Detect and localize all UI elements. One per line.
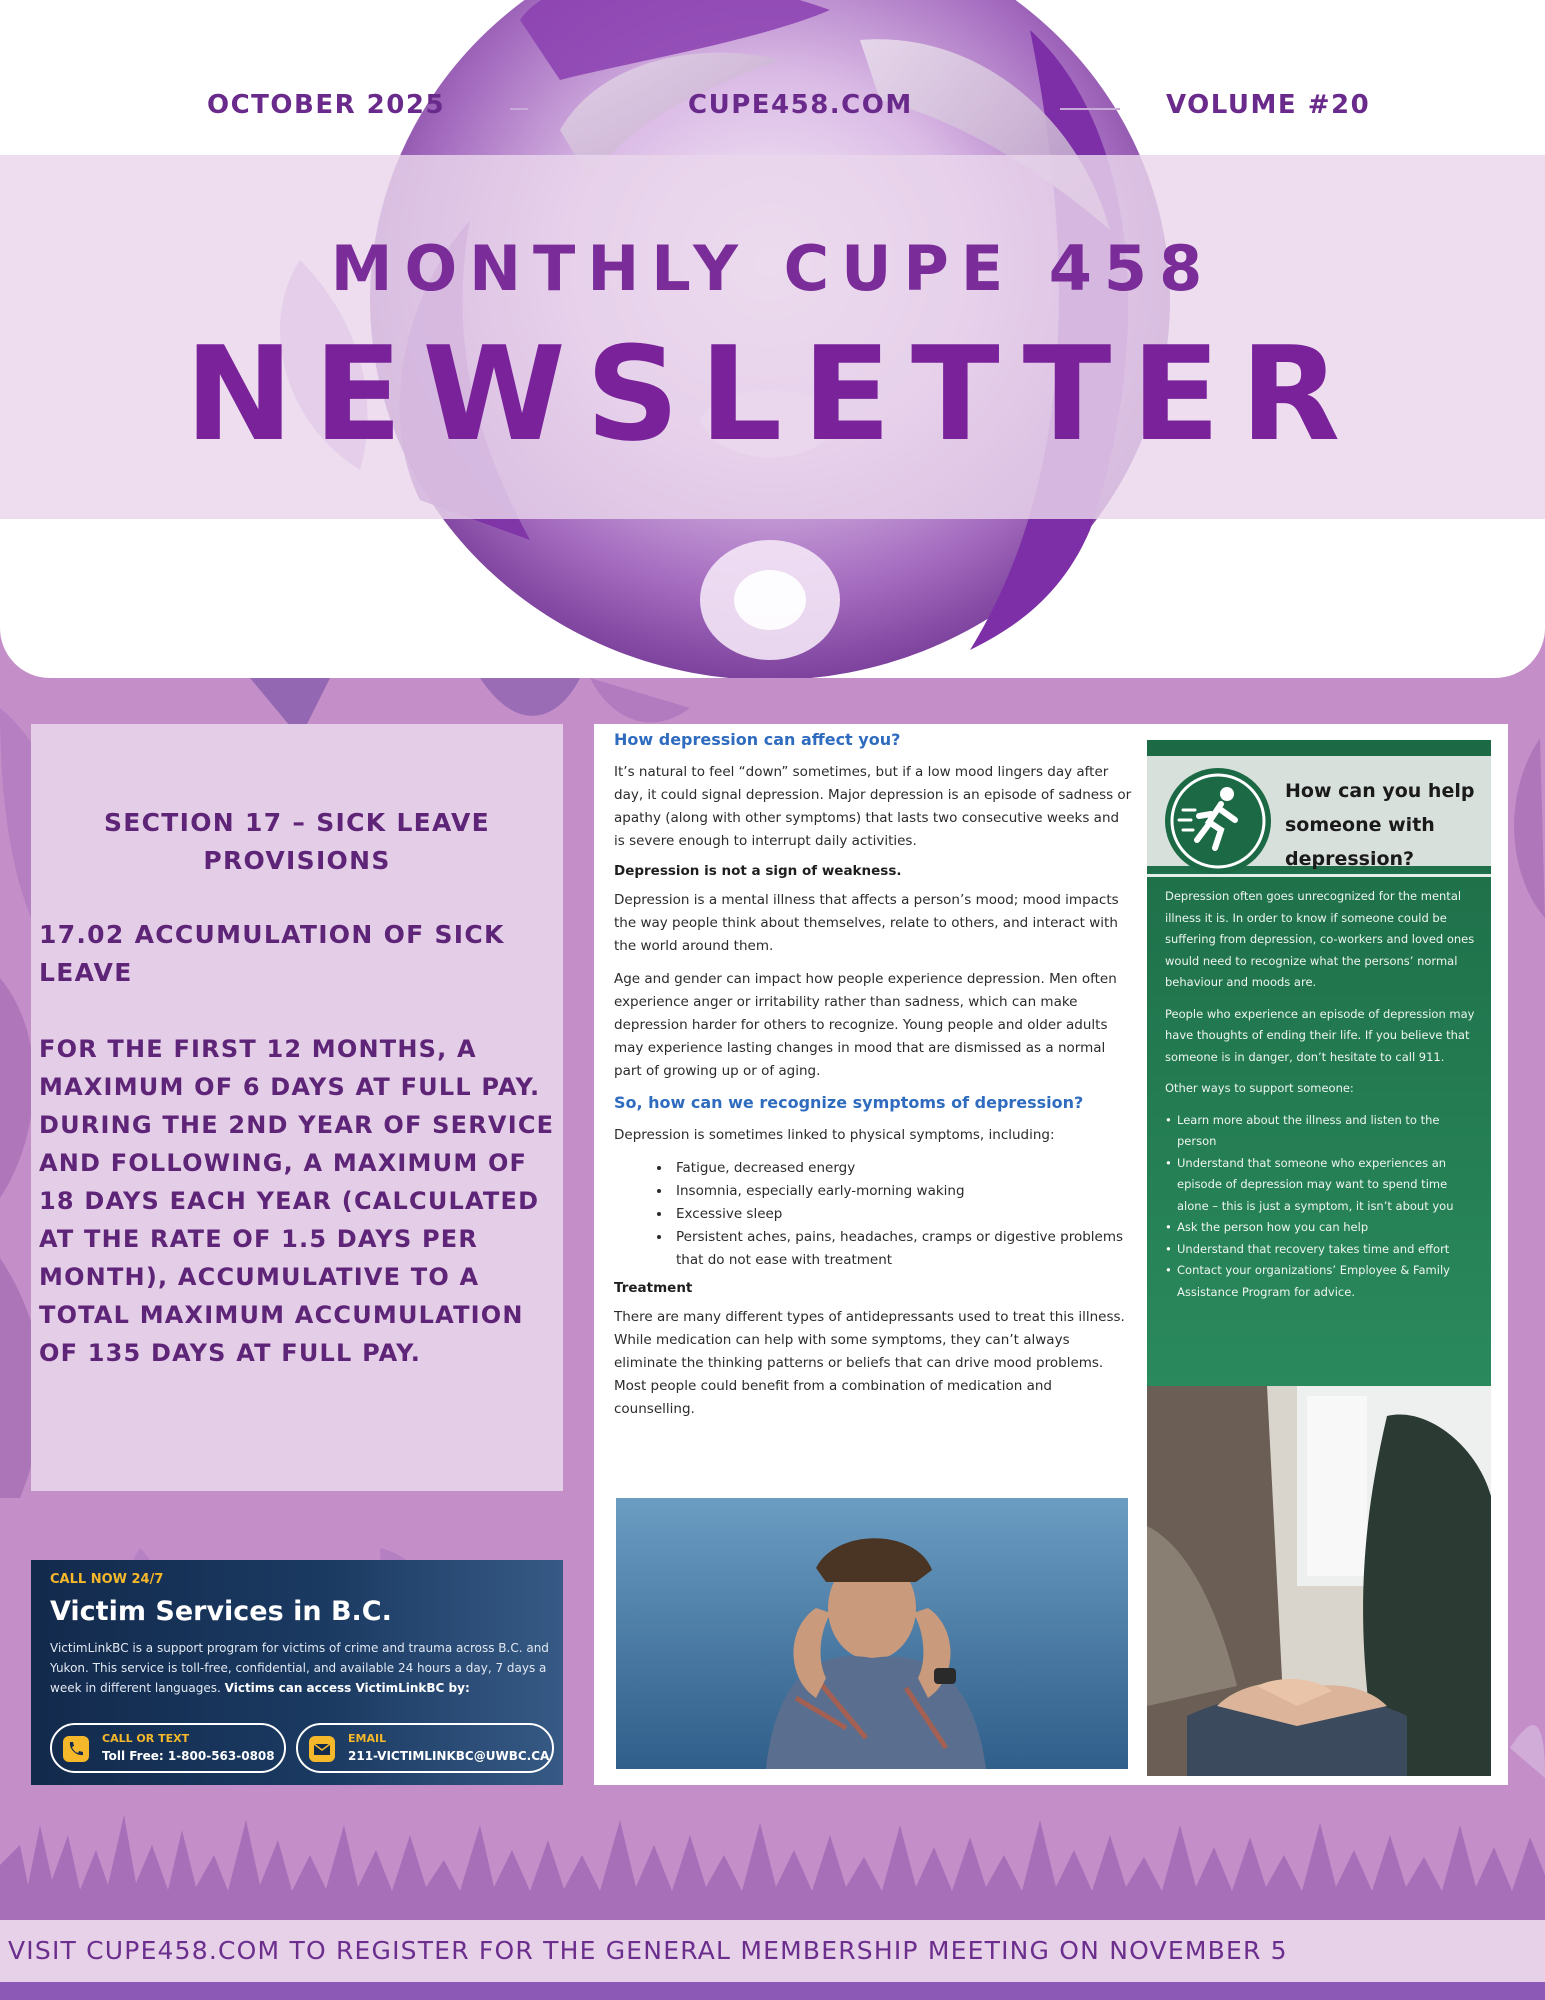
article-heading: So, how can we recognize symptoms of depression? xyxy=(614,1093,1084,1112)
list-item: • Fatigue, decreased energy xyxy=(672,1157,1134,1180)
article-paragraph: Depression is a mental illness that affects a person’s mood; mood impacts the way people think about themselves, relate to others, and interact with the world around them. xyxy=(614,892,1119,954)
newsletter-title: NEWSLETTER xyxy=(184,318,1361,470)
header-divider xyxy=(510,108,528,110)
footer-banner[interactable] xyxy=(0,1920,1545,1982)
distressed-man-photo xyxy=(616,1498,1128,1769)
footer-stripe xyxy=(0,1982,1545,2000)
sick-leave-card xyxy=(31,724,563,1491)
section-subheading: 17.02 ACCUMULATION OF SICK LEAVE xyxy=(39,920,505,987)
help-box-text xyxy=(1165,886,1481,1303)
list-item: • Understand that someone who experiences an episode of depression may want to spend time alone – this is just a symptom, it isn’t about you xyxy=(1165,1153,1481,1218)
depression-article xyxy=(594,724,1508,1785)
article-bold-statement: Depression is not a sign of weakness. xyxy=(614,863,902,879)
section-body: FOR THE FIRST 12 MONTHS, A MAXIMUM OF 6 DAYS AT FULL PAY. DURING THE 2ND YEAR OF SERVICE AND FOLLOWING, A MAXIMUM OF 18 DAYS EACH YEAR (CALCULATED AT THE RATE OF 1.5 DAYS PER MONTH), ACCUMULATIVE TO A TOTAL MAXIMUM ACCUMULATION OF 135 DAYS AT FULL PAY. xyxy=(39,1035,555,1367)
help-box-title: How can you help someone with depression? xyxy=(1285,780,1475,870)
list-item: • Understand that recovery takes time and effort xyxy=(1165,1239,1481,1261)
volume-number: VOLUME #20 xyxy=(1166,90,1371,120)
grass-decoration xyxy=(0,1795,1545,1920)
website-link[interactable]: CUPE458.COM xyxy=(688,90,913,120)
call-or-text-button[interactable] xyxy=(50,1723,286,1773)
footer-register-link[interactable]: VISIT CUPE458.COM TO REGISTER FOR THE GENERAL MEMBERSHIP MEETING ON NOVEMBER 5 xyxy=(8,1936,1288,1965)
list-item: • Contact your organizations’ Employee & Family Assistance Program for advice. xyxy=(1165,1260,1481,1303)
list-item: • Excessive sleep xyxy=(672,1203,1134,1226)
article-paragraph: Depression is sometimes linked to physical symptoms, including: xyxy=(614,1127,1055,1143)
newsletter-header xyxy=(0,0,1545,678)
symptom-list xyxy=(614,1157,1134,1272)
help-box-divider xyxy=(1147,874,1491,877)
article-paragraph: Age and gender can impact how people experience depression. Men often experience anger or irritability rather than sadness, which can make depression harder for others to recognize. Young people and older adults may experience lasting changes in mood that are dismissed as a normal part of growing up or of aging. xyxy=(614,971,1117,1079)
call-number: Toll Free: 1-800-563-0808 xyxy=(102,1749,275,1763)
running-person-icon xyxy=(1163,766,1273,876)
call-label: CALL OR TEXT xyxy=(102,1732,190,1745)
victim-description-text: VictimLinkBC is a support program for victims of crime and trauma across B.C. and Yukon. This service is toll-free, confidential, and available 24 hours a day, 7 days a week in different languages. xyxy=(50,1641,549,1695)
article-main-column xyxy=(614,730,1134,1431)
help-paragraph: People who experience an episode of depression may have thoughts of ending their life. If you believe that someone is in danger, don’t hesitate to call 911. xyxy=(1165,1006,1475,1064)
phone-icon xyxy=(63,1736,89,1762)
header-divider xyxy=(1060,108,1120,110)
help-paragraph: Other ways to support someone: xyxy=(1165,1081,1354,1095)
list-item: • Ask the person how you can help xyxy=(1165,1217,1481,1239)
email-button[interactable] xyxy=(296,1723,554,1773)
victim-services-description xyxy=(50,1638,550,1698)
list-item: • Learn more about the illness and listen to the person xyxy=(1165,1110,1481,1153)
help-someone-box xyxy=(1147,740,1491,1387)
victim-description-bold: Victims can access VictimLinkBC by: xyxy=(224,1681,470,1695)
issue-date: OCTOBER 2025 xyxy=(207,90,446,120)
help-box-header xyxy=(1147,756,1491,870)
email-address: 211-VICTIMLINKBC@UWBC.CA xyxy=(348,1749,550,1763)
victim-services-banner[interactable] xyxy=(31,1560,563,1785)
article-paragraph: It’s natural to feel “down” sometimes, but if a low mood lingers day after day, it could signal depression. Major depression is an episode of sadness or apathy (along with other symptoms) that lasts two consecutive weeks and is severe enough to interrupt daily activities. xyxy=(614,764,1132,849)
call-now-label: CALL NOW 24/7 xyxy=(50,1572,164,1587)
article-heading: How depression can affect you? xyxy=(614,730,901,749)
victim-services-title: Victim Services in B.C. xyxy=(50,1596,392,1627)
email-label: EMAIL xyxy=(348,1732,387,1745)
support-list xyxy=(1165,1110,1481,1304)
article-paragraph: There are many different types of antidepressants used to treat this illness. While medication can help with some symptoms, they can’t always eliminate the thinking patterns or beliefs that can drive mood problems. Most people could benefit from a combination of medication and counselling. xyxy=(614,1309,1125,1417)
newsletter-subtitle: MONTHLY CUPE 458 xyxy=(330,232,1215,305)
holding-hands-photo xyxy=(1147,1386,1491,1776)
list-item: • Insomnia, especially early-morning waking xyxy=(672,1180,1134,1203)
article-bold-statement: Treatment xyxy=(614,1280,693,1296)
help-paragraph: Depression often goes unrecognized for the mental illness it is. In order to know if someone could be suffering from depression, co-workers and loved ones would need to recognize what the persons’ normal behaviour and moods are. xyxy=(1165,889,1475,989)
envelope-icon xyxy=(309,1736,335,1762)
section-heading: SECTION 17 – SICK LEAVE PROVISIONS xyxy=(103,808,491,875)
list-item: • Persistent aches, pains, headaches, cramps or digestive problems that do not ease with treatment xyxy=(672,1226,1134,1272)
